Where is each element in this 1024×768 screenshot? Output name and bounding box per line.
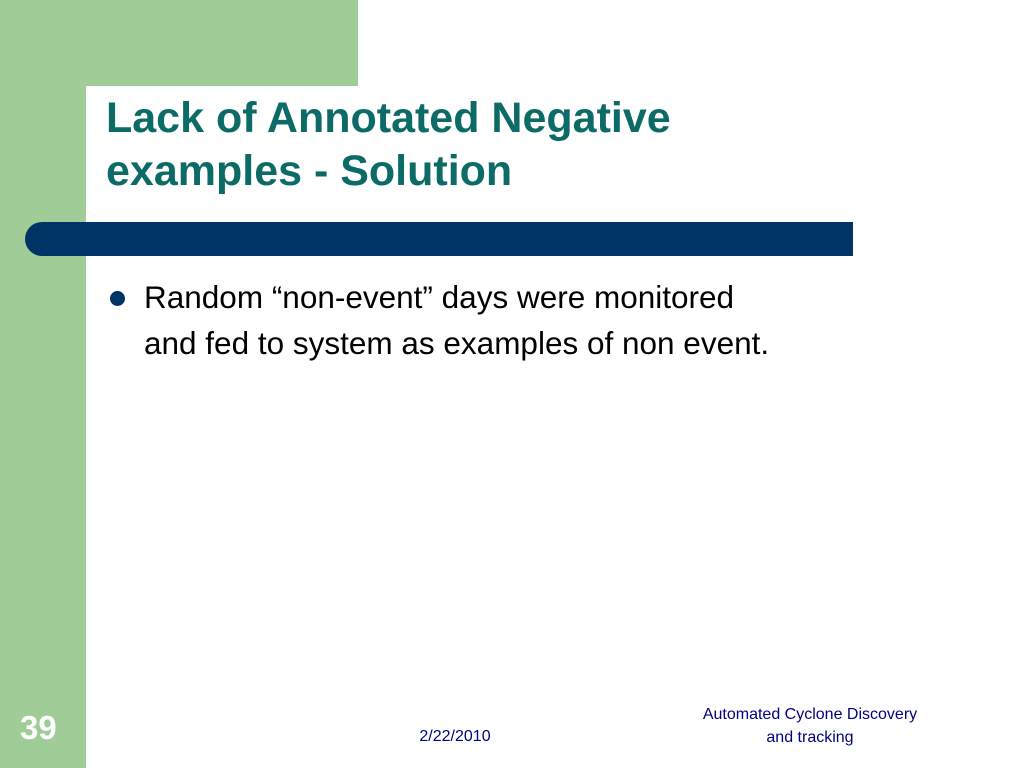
top-accent-block xyxy=(0,0,358,86)
bullet-text-line-2: and fed to system as examples of non event. xyxy=(144,325,770,361)
left-accent-strip xyxy=(0,0,86,768)
title-line-2: examples - Solution xyxy=(106,147,513,195)
bullet-item xyxy=(106,274,986,366)
footer-title-line-2: and tracking xyxy=(766,729,854,746)
slide-number: 39 xyxy=(20,709,57,746)
title-line-1: Lack of Annotated Negative xyxy=(106,94,671,142)
footer-presentation-title xyxy=(660,703,960,749)
footer-date: 2/22/2010 xyxy=(419,728,491,745)
bullet-dot-icon xyxy=(110,291,125,306)
slide-title xyxy=(106,92,966,198)
footer-title-line-1: Automated Cyclone Discovery xyxy=(702,706,918,723)
title-divider-bar xyxy=(25,222,853,256)
bullet-list xyxy=(106,274,986,366)
bullet-text-line-1: Random “non-event” days were monitored xyxy=(144,279,735,315)
